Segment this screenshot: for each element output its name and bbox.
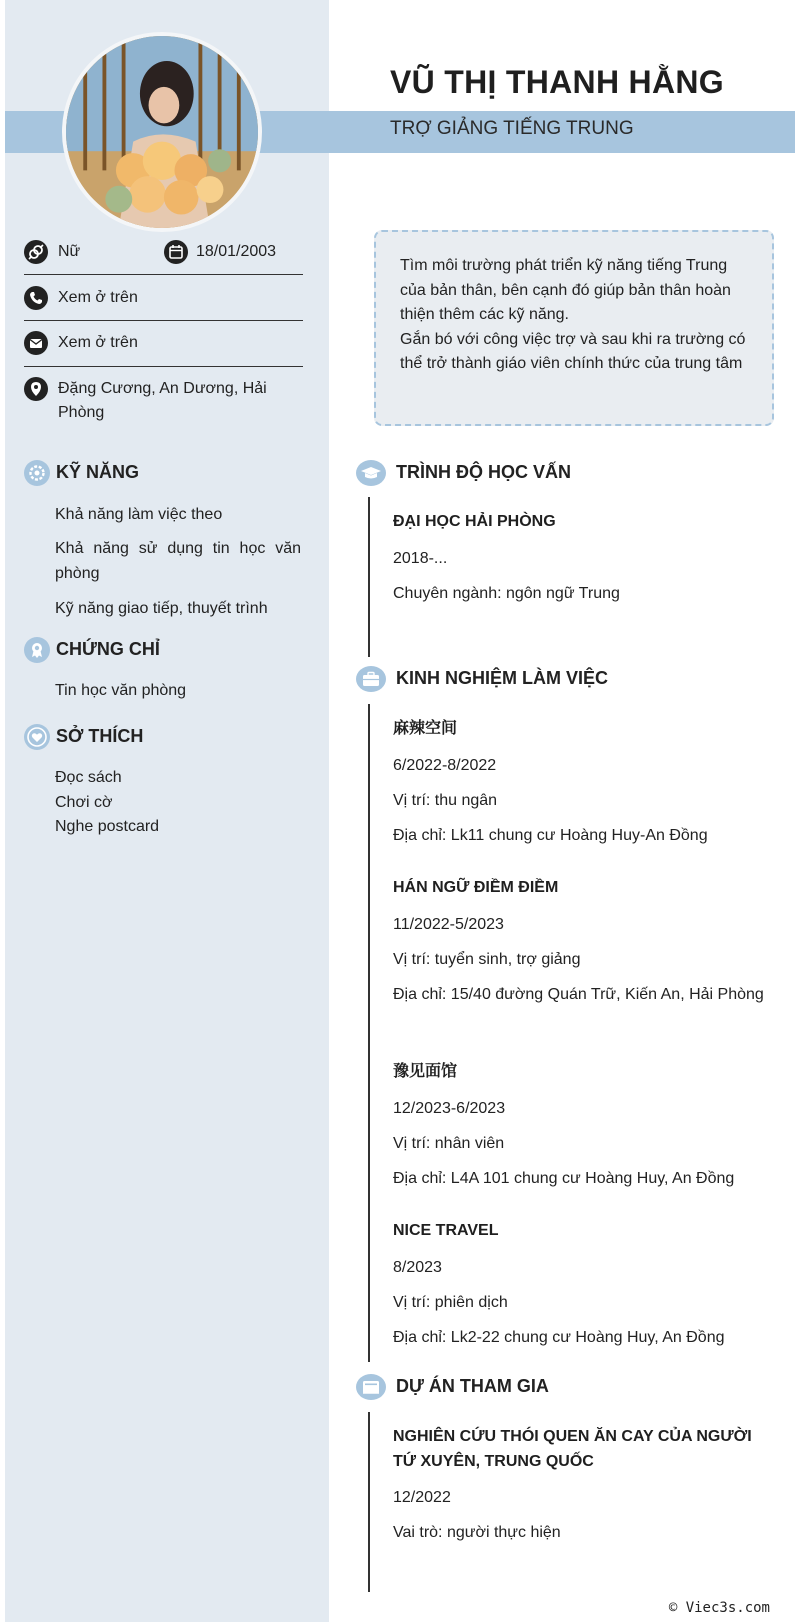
gender-icon <box>24 240 48 264</box>
candidate-name: VŨ THỊ THANH HẰNG <box>390 64 724 100</box>
timeline-line <box>368 704 370 1362</box>
email-value: Xem ở trên <box>58 334 138 351</box>
phone-value: Xem ở trên <box>58 289 138 306</box>
divider <box>24 274 303 275</box>
company-name: 麻辣空间 <box>393 720 458 737</box>
heart-icon <box>24 724 50 750</box>
hobbies-title: SỞ THÍCH <box>56 726 144 746</box>
company-name: NICE TRAVEL <box>393 1222 499 1239</box>
hobby-item: Đọc sách <box>55 769 122 786</box>
birthday-value: 18/01/2003 <box>196 243 277 260</box>
address-value: Đặng Cương, An Dương, Hải Phòng <box>58 380 267 421</box>
projects-title: DỰ ÁN THAM GIA <box>396 1376 549 1396</box>
skills-title: KỸ NĂNG <box>56 462 140 482</box>
phone-icon <box>24 286 48 310</box>
project-period: 12/2022 <box>393 1489 451 1506</box>
objective-text: Tìm môi trường phát triển kỹ năng tiếng Trung của bản thân, bên cạnh đó giúp bản thân hoàn thiện thêm các kỹ năng. <box>400 257 731 324</box>
job-address: Địa chỉ: L4A 101 chung cư Hoàng Huy, An Đồng <box>393 1170 735 1187</box>
job-address: Địa chỉ: Lk2-22 chung cư Hoàng Huy, An Đồng <box>393 1329 725 1346</box>
job-address: Địa chỉ: Lk11 chung cư Hoàng Huy-An Đồng <box>393 827 708 844</box>
address-row <box>24 375 304 425</box>
objective-text: Gắn bó với công việc trợ và sau khi ra trường có thể trở thành giáo viên chính thức của trung tâm <box>400 330 746 373</box>
email-icon <box>24 331 48 355</box>
job-period: 12/2023-6/2023 <box>393 1100 506 1117</box>
email-row <box>24 329 304 357</box>
school-name: ĐẠI HỌC HẢI PHÒNG <box>393 513 556 530</box>
project-icon <box>356 1374 386 1400</box>
education-period: 2018-... <box>393 550 448 567</box>
project-role: Vai trò: người thực hiện <box>393 1524 561 1541</box>
location-icon <box>24 377 48 401</box>
job-period: 11/2022-5/2023 <box>393 916 504 933</box>
certificate-item: Tin học văn phòng <box>55 682 187 699</box>
certificate-icon <box>24 637 50 663</box>
timeline-line <box>368 1412 370 1592</box>
candidate-position: TRỢ GIẢNG TIẾNG TRUNG <box>390 118 634 139</box>
hobby-item: Nghe postcard <box>55 818 160 835</box>
job-role: Vị trí: thu ngân <box>393 792 498 809</box>
gender-row <box>24 238 304 266</box>
career-objective <box>374 230 774 426</box>
company-name: 豫见面馆 <box>393 1063 458 1080</box>
footer-credit: © Viec3s.com <box>668 1600 770 1616</box>
skill-item: Khả năng sử dụng tin học văn phòng <box>55 540 301 582</box>
divider <box>24 320 303 321</box>
certificates-title: CHỨNG CHỈ <box>56 639 160 659</box>
divider <box>24 366 303 367</box>
education-major: Chuyên ngành: ngôn ngữ Trung <box>393 585 620 602</box>
job-role: Vị trí: tuyển sinh, trợ giảng <box>393 951 581 968</box>
gender-value: Nữ <box>58 243 81 260</box>
skills-icon <box>24 460 50 486</box>
hobby-item: Chơi cờ <box>55 793 113 811</box>
avatar <box>62 32 262 232</box>
skill-item: Kỹ năng giao tiếp, thuyết trình <box>55 600 268 617</box>
job-role: Vị trí: nhân viên <box>393 1135 505 1152</box>
job-period: 6/2022-8/2022 <box>393 757 497 774</box>
briefcase-icon <box>356 666 386 692</box>
hobby-list <box>55 766 301 840</box>
phone-row <box>24 284 304 312</box>
profile-photo <box>66 36 258 228</box>
job-role: Vị trí: phiên dịch <box>393 1294 508 1311</box>
job-address: Địa chỉ: 15/40 đường Quán Trữ, Kiến An, Hải Phòng <box>393 986 764 1003</box>
graduation-cap-icon <box>356 460 386 486</box>
timeline-line <box>368 497 370 657</box>
calendar-icon <box>164 240 188 264</box>
company-name: HÁN NGỮ ĐIỀM ĐIỀM <box>393 879 559 896</box>
experience-title: KINH NGHIỆM LÀM VIỆC <box>396 668 609 688</box>
project-name: NGHIÊN CỨU THÓI QUEN ĂN CAY CỦA NGƯỜI TỨ XUYÊN, TRUNG QUỐC <box>393 1428 752 1470</box>
education-title: TRÌNH ĐỘ HỌC VẤN <box>396 462 571 482</box>
skill-item: Khả năng làm việc theo <box>55 506 223 523</box>
job-period: 8/2023 <box>393 1259 442 1276</box>
